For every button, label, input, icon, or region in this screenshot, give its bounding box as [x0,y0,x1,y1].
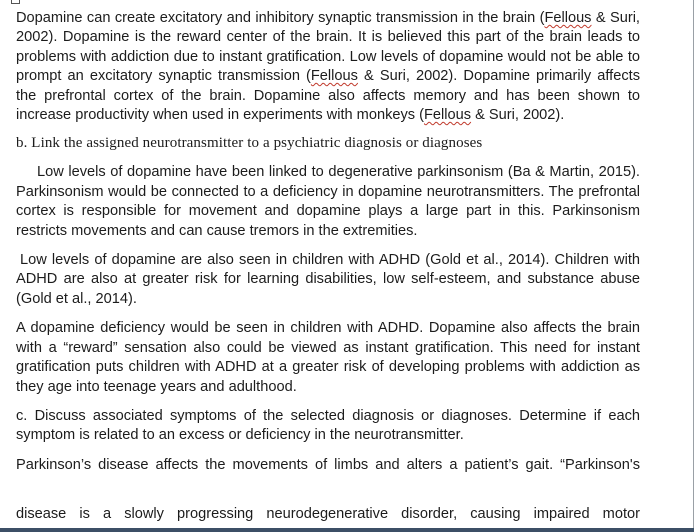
paragraph-dopamine-deficiency: A dopamine deficiency would be seen in children with ADHD. Dopamine also affects the brain with a “reward” sensation also could be viewed as instant gratification. This need for instant gratification puts children with ADHD at a greater risk of developing problems with addiction as they age into teenage years and adulthood. [16,320,640,395]
spellcheck-word[interactable]: Fellous [424,107,472,124]
page-corner-marker [11,0,20,4]
section-heading-c: c. Discuss associated symptoms of the selected diagnosis or diagnoses. Determine if each symptom is related to an excess or deficiency in the neurotransmitter. [16,407,640,444]
paragraph-parkinsonism: Low levels of dopamine have been linked to degenerative parkinsonism (Ba & Martin, 2015). Parkinsonism would be connected to a deficiency in dopamine neurotransmitters. The prefrontal cortex is responsible for movement and dopamine plays a large part in this. Parkinsonism restricts movements and can cause tremors in the extremities. [16,164,640,239]
paragraph-dopamine-overview [16,9,640,125]
paragraph-adhd-risk: Low levels of dopamine are also seen in children with ADHD (Gold et al., 2014). Children with ADHD are also at greater risk for learning disabilities, low self-esteem, and substance abuse (Gold et al., 2014). [16,252,640,307]
document-body[interactable] [16,9,640,475]
paragraph-text: & Suri, 2002). [471,107,565,124]
spellcheck-word[interactable]: Fellous [544,10,592,26]
window-bottom-bar [0,528,694,532]
paragraph-text: & Suri, 2002). Dopamine primarily affects the prefrontal cortex of the brain. Dopamine also affects memory and has been shown to increase productivity when used in experiments with monkeys ( [16,68,641,124]
section-heading-b: b. Link the assigned neurotransmitter to a psychiatric diagnosis or diagnoses [16,135,483,152]
paragraph-parkinsons-disease: Parkinson’s disease affects the movements of limbs and alters a patient’s gait. “Parkinson's [16,456,640,473]
paragraph-text: & Suri, 2002). Dopamine is the reward center of the brain. It is believed this part of the brain leads to problems with addiction due to instant gratification. Low levels of dopamine would not be able to prompt an excitatory synaptic transmission ( [16,10,640,85]
spellcheck-word[interactable]: Fellous [310,68,358,85]
paragraph-parkinsons-disease-continued: disease is a slowly progressing neurodegenerative disorder, causing impaired motor [16,506,640,522]
paragraph-text: Dopamine can create excitatory and inhibitory synaptic transmission in the brain ( [16,10,545,26]
